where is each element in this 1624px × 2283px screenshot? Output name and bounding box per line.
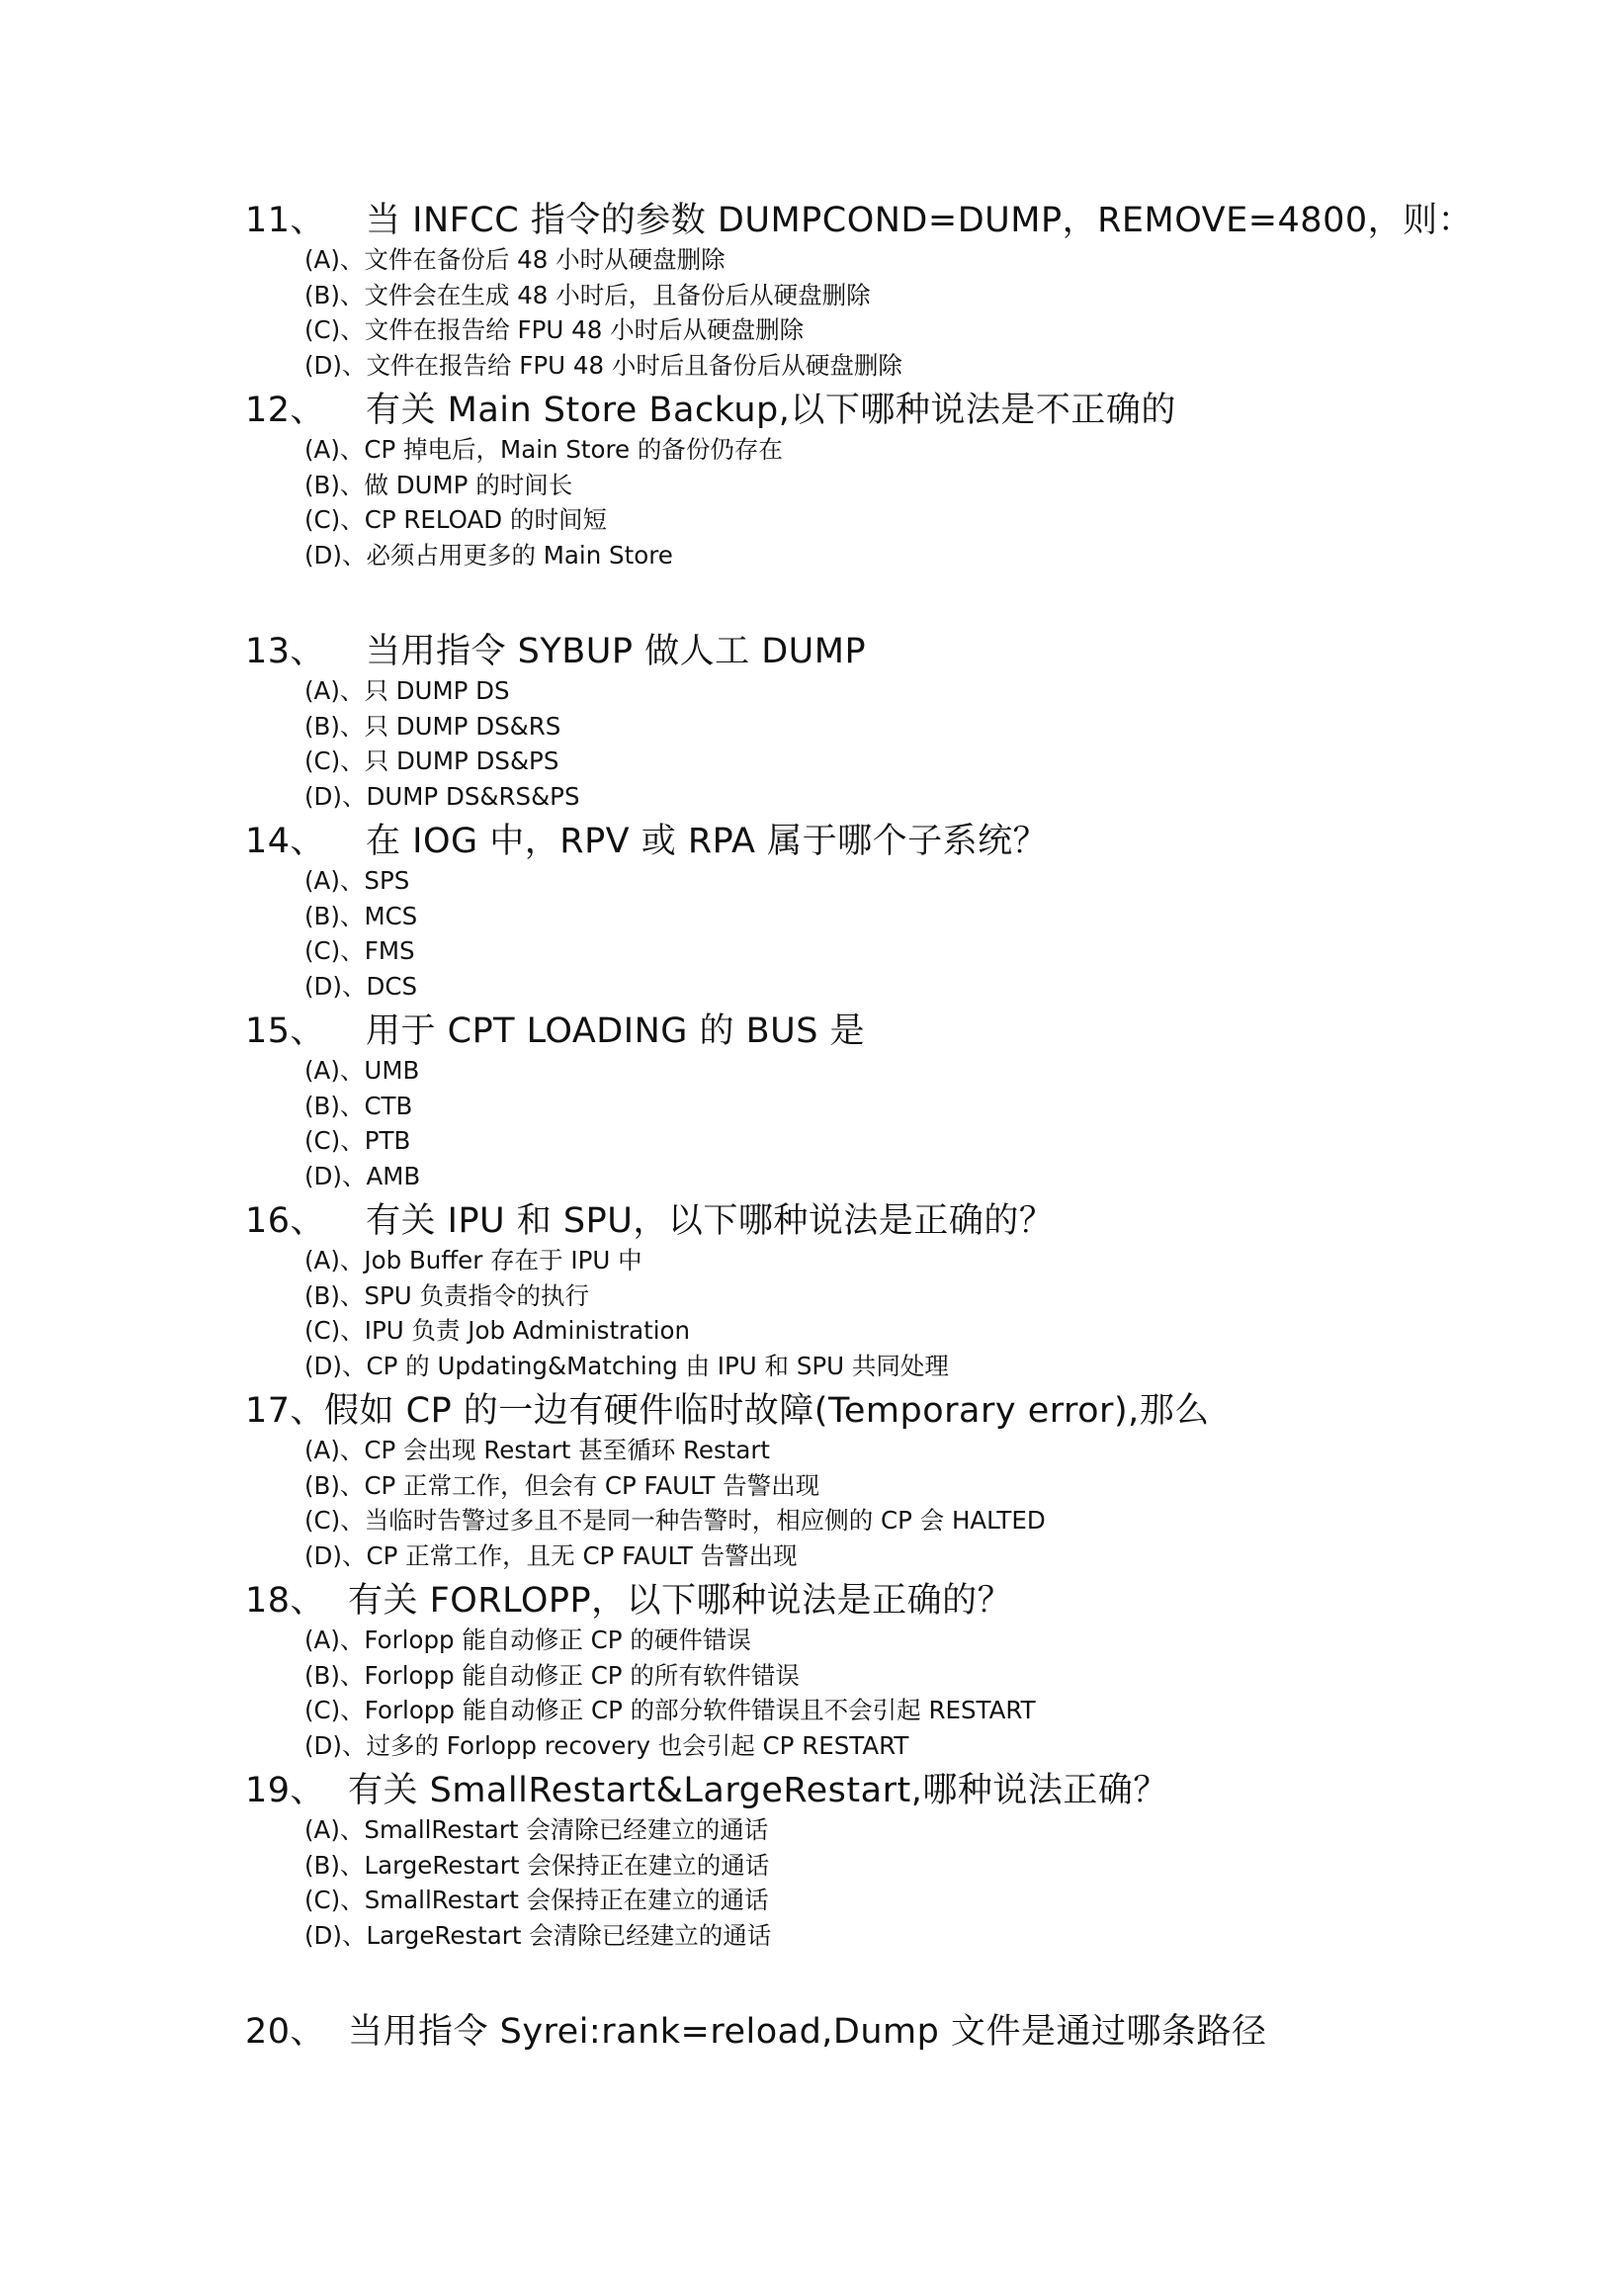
option-a	[245, 242, 1530, 278]
option-b	[245, 278, 1530, 313]
option-label: (D)、	[304, 1730, 367, 1760]
option-text: CTB	[364, 1091, 413, 1120]
option-d	[245, 969, 1530, 1005]
option-label: (A)、	[304, 1246, 365, 1274]
option-text: Job Buffer 存在于 IPU 中	[364, 1246, 642, 1274]
option-a	[245, 863, 1530, 899]
question-12	[245, 389, 1530, 572]
option-b	[245, 899, 1530, 934]
option-b	[245, 1658, 1530, 1694]
question-text: 当用指令 Syrei:rank=reload,Dump 文件是通过哪条路径	[348, 2012, 1267, 2052]
question-title	[245, 1010, 1530, 1053]
question-title	[245, 1389, 1530, 1433]
option-d	[245, 1538, 1530, 1574]
option-a	[245, 432, 1530, 468]
option-text: CP 的 Updating&Matching 由 IPU 和 SPU 共同处理	[366, 1351, 949, 1380]
option-text: CP 正常工作，且无 CP FAULT 告警出现	[366, 1540, 798, 1570]
option-text: 只 DUMP DS&RS	[364, 711, 561, 741]
question-title	[245, 199, 1530, 242]
question-title	[245, 389, 1530, 432]
option-text: CP RELOAD 的时间短	[364, 505, 607, 534]
option-label: (A)、	[304, 1436, 365, 1464]
options-list	[245, 242, 1530, 383]
option-label: (A)、	[304, 435, 365, 464]
option-text: SPU 负责指令的执行	[364, 1280, 589, 1310]
question-text: 有关 FORLOPP，以下哪种说法是正确的？	[348, 1581, 1013, 1621]
option-text: 只 DUMP DS&PS	[364, 746, 559, 775]
question-text: 有关 Main Store Backup,以下哪种说法是不正确的	[366, 391, 1176, 430]
option-label: (C)、	[304, 315, 365, 344]
options-list	[245, 673, 1530, 814]
option-label: (A)、	[304, 1815, 365, 1844]
question-title	[245, 2010, 1530, 2054]
option-c	[245, 1123, 1530, 1159]
options-list	[245, 1433, 1530, 1573]
options-list	[245, 1623, 1530, 1763]
option-label: (C)、	[304, 505, 365, 534]
option-label: (C)、	[304, 1126, 365, 1155]
option-text: AMB	[366, 1161, 421, 1190]
option-text: SPS	[364, 866, 410, 895]
option-text: 过多的 Forlopp recovery 也会引起 CP RESTART	[366, 1730, 909, 1760]
option-d	[245, 348, 1530, 384]
option-text: CP 正常工作，但会有 CP FAULT 告警出现	[364, 1470, 820, 1500]
option-text: CP 会出现 Restart 甚至循环 Restart	[364, 1436, 771, 1464]
option-a	[245, 1623, 1530, 1658]
option-text: 必须占用更多的 Main Store	[366, 540, 673, 570]
question-title	[245, 1769, 1530, 1812]
question-11	[245, 199, 1530, 383]
option-text: 文件在报告给 FPU 48 小时后且备份后从硬盘删除	[366, 350, 902, 380]
option-label: (C)、	[304, 746, 365, 775]
option-b	[245, 1089, 1530, 1124]
question-number: 14、	[245, 822, 326, 861]
option-c	[245, 1693, 1530, 1728]
option-label: (B)、	[304, 711, 365, 741]
option-c	[245, 1313, 1530, 1349]
question-17	[245, 1389, 1530, 1573]
option-label: (A)、	[304, 676, 365, 705]
options-list	[245, 1053, 1530, 1193]
option-text: IPU 负责 Job Administration	[364, 1316, 691, 1345]
option-c	[245, 744, 1530, 779]
option-label: (C)、	[304, 1886, 365, 1914]
option-c	[245, 502, 1530, 538]
option-d	[245, 1159, 1530, 1194]
question-text: 有关 SmallRestart&LargeRestart,哪种说法正确？	[348, 1771, 1168, 1810]
option-label: (D)、	[304, 1540, 367, 1570]
option-label: (B)、	[304, 470, 365, 499]
options-list	[245, 863, 1530, 1004]
option-label: (D)、	[304, 1351, 367, 1380]
option-label: (D)、	[304, 971, 367, 1001]
option-text: MCS	[364, 901, 418, 930]
option-a	[245, 673, 1530, 709]
option-d	[245, 1349, 1530, 1384]
options-list	[245, 1812, 1530, 1953]
question-20	[245, 2010, 1530, 2054]
question-title	[245, 630, 1530, 673]
question-14	[245, 820, 1530, 1004]
option-label: (A)、	[304, 1056, 365, 1085]
option-text: 做 DUMP 的时间长	[364, 470, 573, 499]
option-label: (C)、	[304, 1696, 365, 1724]
question-text: 用于 CPT LOADING 的 BUS 是	[366, 1011, 866, 1051]
option-c	[245, 312, 1530, 348]
option-label: (B)、	[304, 280, 365, 309]
question-number: 11、	[245, 201, 326, 240]
question-text: 在 IOG 中，RPV 或 RPA 属于哪个子系统？	[366, 822, 1049, 861]
option-c	[245, 1883, 1530, 1918]
option-text: 当临时告警过多且不是同一种告警时，相应侧的 CP 会 HALTED	[364, 1506, 1046, 1535]
question-number: 12、	[245, 391, 326, 430]
question-title	[245, 1199, 1530, 1243]
question-13	[245, 630, 1530, 814]
option-label: (B)、	[304, 1091, 365, 1120]
option-label: (C)、	[304, 1316, 365, 1345]
option-a	[245, 1433, 1530, 1468]
option-text: FMS	[364, 936, 415, 965]
option-text: 文件在备份后 48 小时从硬盘删除	[364, 245, 726, 274]
option-b	[245, 1468, 1530, 1504]
question-number: 18、	[245, 1581, 326, 1621]
option-b	[245, 709, 1530, 745]
question-title	[245, 820, 1530, 863]
option-c	[245, 1503, 1530, 1538]
question-number: 19、	[245, 1771, 326, 1810]
option-label: (B)、	[304, 901, 365, 930]
option-text: Forlopp 能自动修正 CP 的部分软件错误且不会引起 RESTART	[364, 1696, 1036, 1724]
option-text: 文件在报告给 FPU 48 小时后从硬盘删除	[364, 315, 805, 344]
option-c	[245, 933, 1530, 969]
option-d	[245, 779, 1530, 815]
option-a	[245, 1053, 1530, 1089]
option-text: LargeRestart 会保持正在建立的通话	[364, 1850, 770, 1880]
question-title	[245, 1579, 1530, 1623]
question-number: 15、	[245, 1011, 326, 1051]
option-text: 只 DUMP DS	[364, 676, 510, 705]
option-text: DUMP DS&RS&PS	[366, 781, 580, 811]
question-text: 假如 CP 的一边有硬件临时故障(Temporary error),那么	[324, 1391, 1210, 1431]
question-number: 13、	[245, 632, 326, 671]
option-label: (D)、	[304, 540, 367, 570]
option-text: 文件会在生成 48 小时后，且备份后从硬盘删除	[364, 280, 871, 309]
option-text: SmallRestart 会保持正在建立的通话	[364, 1886, 769, 1914]
option-label: (A)、	[304, 866, 365, 895]
question-text: 当 INFCC 指令的参数 DUMPCOND=DUMP，REMOVE=4800，则：	[366, 201, 1474, 240]
option-text: Forlopp 能自动修正 CP 的硬件错误	[364, 1625, 751, 1654]
option-label: (A)、	[304, 245, 365, 274]
option-text: PTB	[364, 1126, 411, 1155]
question-number: 16、	[245, 1201, 326, 1241]
option-label: (D)、	[304, 350, 367, 380]
option-label: (B)、	[304, 1280, 365, 1310]
question-19	[245, 1769, 1530, 1953]
option-b	[245, 1848, 1530, 1884]
option-text: UMB	[364, 1056, 420, 1085]
option-b	[245, 1278, 1530, 1314]
option-d	[245, 1918, 1530, 1954]
option-d	[245, 538, 1530, 573]
option-d	[245, 1728, 1530, 1764]
option-text: LargeRestart 会清除已经建立的通话	[366, 1920, 772, 1950]
options-list	[245, 432, 1530, 572]
question-18	[245, 1579, 1530, 1763]
question-text: 有关 IPU 和 SPU，以下哪种说法是正确的？	[366, 1201, 1055, 1241]
question-number: 17、	[245, 1391, 326, 1431]
option-b	[245, 468, 1530, 503]
option-text: DCS	[366, 971, 418, 1001]
question-16	[245, 1199, 1530, 1383]
option-label: (A)、	[304, 1625, 365, 1654]
question-number: 20、	[245, 2012, 326, 2052]
option-text: Forlopp 能自动修正 CP 的所有软件错误	[364, 1660, 800, 1690]
option-label: (D)、	[304, 1920, 367, 1950]
option-text: CP 掉电后，Main Store 的备份仍存在	[364, 435, 783, 464]
question-text: 当用指令 SYBUP 做人工 DUMP	[366, 632, 867, 671]
option-label: (B)、	[304, 1660, 365, 1690]
option-text: SmallRestart 会清除已经建立的通话	[364, 1815, 769, 1844]
options-list	[245, 1243, 1530, 1383]
option-label: (C)、	[304, 1506, 365, 1535]
option-label: (D)、	[304, 781, 367, 811]
option-label: (C)、	[304, 936, 365, 965]
option-label: (D)、	[304, 1161, 367, 1190]
question-15	[245, 1010, 1530, 1193]
option-a	[245, 1243, 1530, 1278]
option-label: (B)、	[304, 1850, 365, 1880]
option-a	[245, 1812, 1530, 1848]
option-label: (B)、	[304, 1470, 365, 1500]
